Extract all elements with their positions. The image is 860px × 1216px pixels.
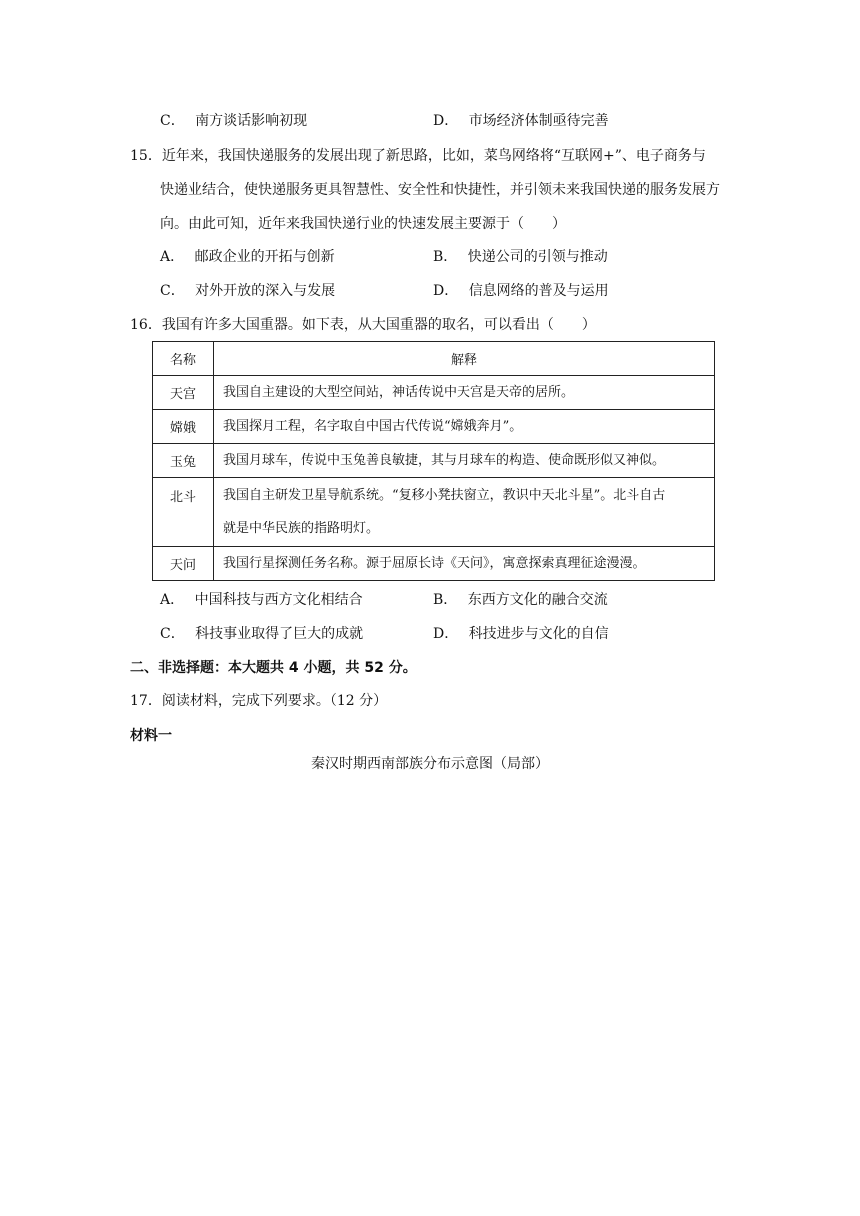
option-c xyxy=(160,111,307,131)
table-row xyxy=(153,547,715,581)
option-letter: D． xyxy=(433,626,459,642)
table-cell-name: 天宫 xyxy=(153,376,214,410)
spacecraft-names-table xyxy=(152,341,715,581)
table-header-name: 名称 xyxy=(153,342,214,376)
option-c xyxy=(160,281,335,301)
option-text: 东西方文化的融合交流 xyxy=(467,592,608,608)
table-header-explanation: 解释 xyxy=(214,342,715,376)
option-a xyxy=(160,590,363,610)
table-cell-line: 我国自主研发卫星导航系统。“复移小凳扶窗立，教识中天北斗星”。北斗自古 xyxy=(223,488,666,503)
table-cell-explanation: 我国自主建设的大型空间站，神话传说中天宫是天帝的居所。 xyxy=(214,376,715,410)
option-b xyxy=(433,247,608,267)
map-title: 秦汉时期西南部族分布示意图（局部） xyxy=(311,756,549,772)
option-d xyxy=(433,624,609,644)
table-cell-explanation: 我国行星探测任务名称。源于屈原长诗《天问》，寓意探索真理征途漫漫。 xyxy=(214,547,715,581)
question-15-stem-line2: 快递业结合，使快递服务更具智慧性、安全性和快捷性，并引领未来我国快递的服务发展方 xyxy=(160,182,720,198)
option-letter: C． xyxy=(160,626,185,642)
option-text: 南方谈话影响初现 xyxy=(195,113,308,129)
option-b xyxy=(433,590,608,610)
option-letter: B． xyxy=(433,592,458,608)
question-15-stem-line3: 向。由此可知，近年来我国快递行业的快速发展主要源于（ ） xyxy=(160,216,566,232)
table-cell-line: 就是中华民族的指路明灯。 xyxy=(223,521,380,536)
option-a xyxy=(160,247,335,267)
option-text: 科技事业取得了巨大的成就 xyxy=(195,626,364,642)
option-text: 邮政企业的开拓与创新 xyxy=(194,249,335,265)
table-row xyxy=(153,376,715,410)
material-label: 材料一 xyxy=(130,728,172,744)
question-17-stem: 17．阅读材料，完成下列要求。（12 分） xyxy=(130,693,388,709)
table-cell-explanation xyxy=(214,478,715,547)
option-letter: B． xyxy=(433,249,458,265)
table-row xyxy=(153,478,715,547)
option-text: 科技进步与文化的自信 xyxy=(468,626,609,642)
table-header-row xyxy=(153,342,715,376)
option-c xyxy=(160,624,363,644)
table-cell-explanation: 我国月球车，传说中玉兔善良敏捷，其与月球车的构造、使命既形似又神似。 xyxy=(214,444,715,478)
table-cell-name: 嫦娥 xyxy=(153,410,214,444)
question-15-stem-line1: 15．近年来，我国快递服务的发展出现了新思路，比如，菜鸟网络将“互联网+”、电子商务与 xyxy=(130,148,706,164)
option-text: 信息网络的普及与运用 xyxy=(468,283,609,299)
table-cell-name: 玉兔 xyxy=(153,444,214,478)
section-heading: 二、非选择题：本大题共 4 小题，共 52 分。 xyxy=(130,660,417,676)
option-text: 对外开放的深入与发展 xyxy=(195,283,336,299)
table-row xyxy=(153,444,715,478)
option-d xyxy=(433,111,609,131)
option-letter: C． xyxy=(160,113,185,129)
option-text: 快递公司的引领与推动 xyxy=(467,249,608,265)
option-text: 中国科技与西方文化相结合 xyxy=(194,592,363,608)
option-text: 市场经济体制亟待完善 xyxy=(468,113,609,129)
option-d xyxy=(433,281,609,301)
option-letter: D． xyxy=(433,113,459,129)
table-cell-explanation: 我国探月工程，名字取自中国古代传说“嫦娥奔月”。 xyxy=(214,410,715,444)
table-cell-name: 天问 xyxy=(153,547,214,581)
option-letter: A． xyxy=(160,249,185,265)
option-letter: D． xyxy=(433,283,459,299)
question-16-stem: 16．我国有许多大国重器。如下表，从大国重器的取名，可以看出（ ） xyxy=(130,317,596,333)
table-cell-name: 北斗 xyxy=(153,478,214,547)
option-letter: C． xyxy=(160,283,185,299)
table-row xyxy=(153,410,715,444)
option-letter: A． xyxy=(160,592,185,608)
